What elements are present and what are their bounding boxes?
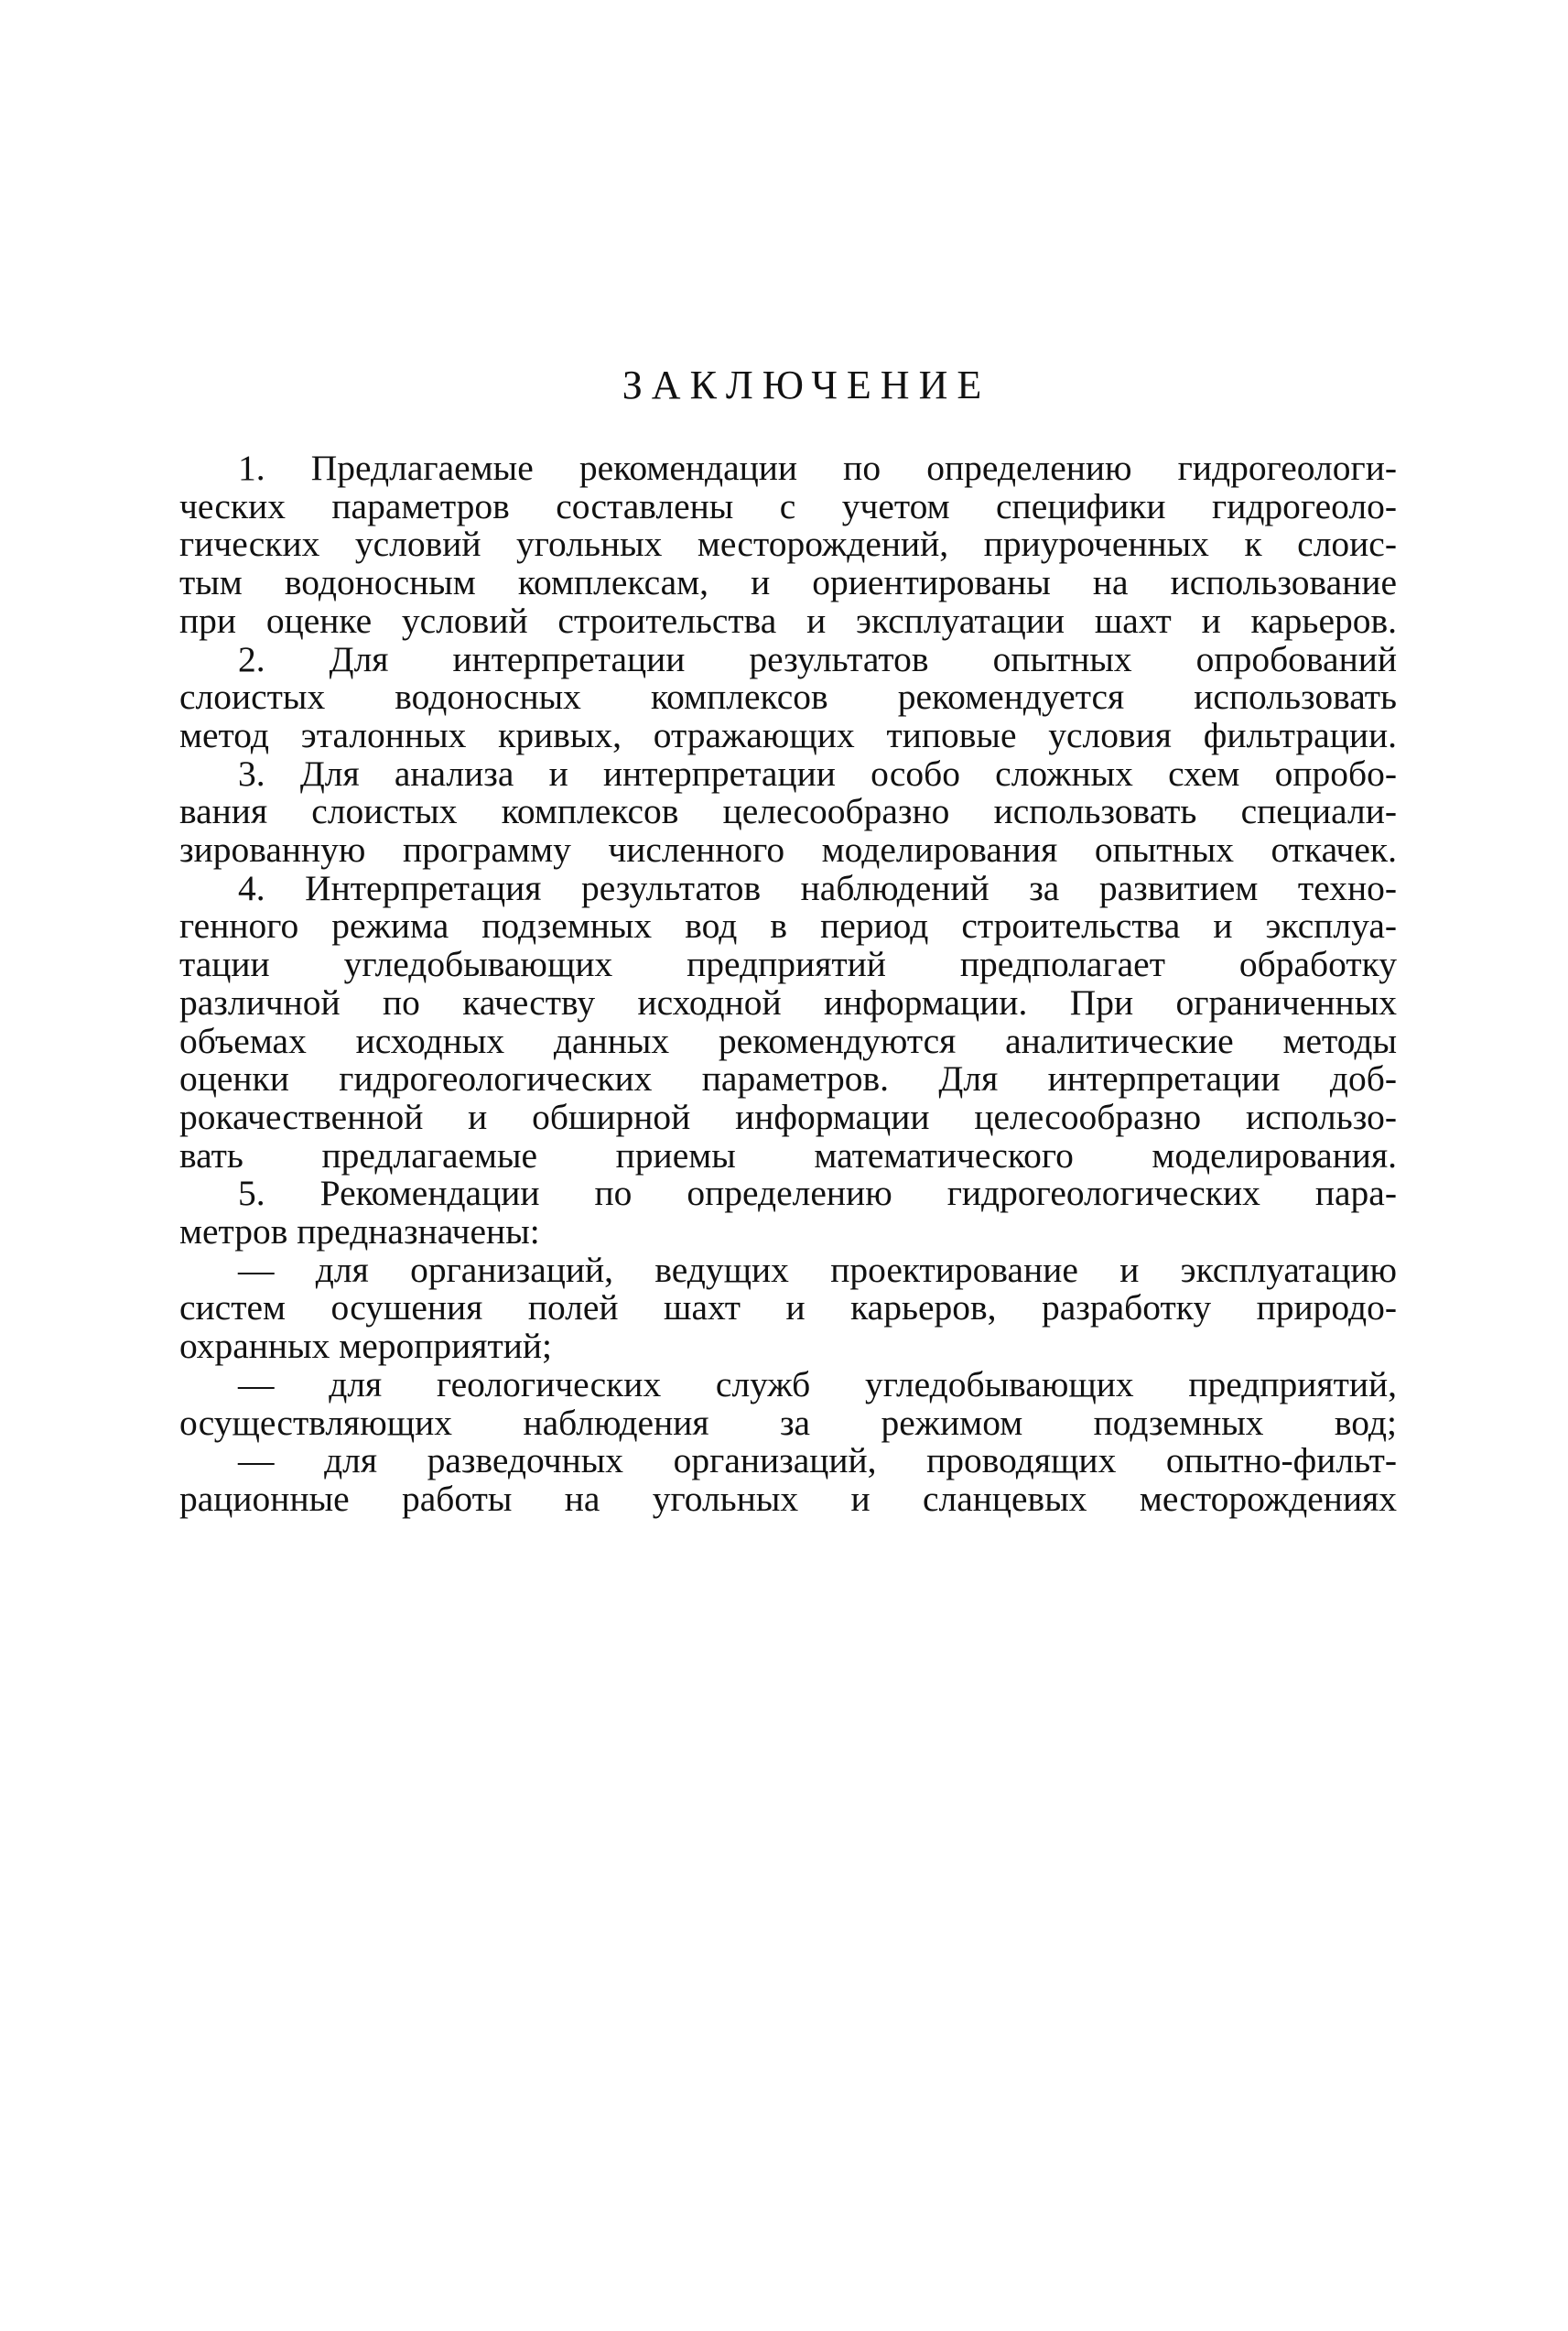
text-line: — для разведочных организаций, проводящих опытно-фильт- [238,1440,1397,1481]
text-line: 2. Для интерпретации результатов опытных опробований [238,638,1397,679]
text-line: 3. Для анализа и интерпретации особо сложных схем опробо- [238,753,1397,794]
list-item-geological-services [179,1363,1397,1443]
text-line: слоистых водоносных комплексов рекомендуется использовать [179,677,1397,718]
text-line: осуществляющих наблюдения за режимом подземных вод; [179,1402,1397,1443]
paragraph-1 [179,450,1397,641]
text-line: объемах исходных данных рекомендуются аналитические методы [179,1020,1397,1061]
text-line: при оценке условий строительства и эксплуатации шахт и карьеров. [179,600,1397,641]
list-item-design-organizations [179,1249,1397,1367]
text-line: рокачественной и обширной информации целесообразно использо- [179,1096,1397,1137]
paragraph-2 [179,638,1397,755]
text-line: 1. Предлагаемые рекомендации по определению гидрогеологи- [238,448,1397,488]
text-line: зированную программу численного моделирования опытных откачек. [179,829,1397,871]
text-line: тым водоносным комплексам, и ориентированы на использование [179,562,1397,603]
text-line: охранных мероприятий; [179,1326,552,1367]
text-line: — для геологических служб угледобывающих предприятий, [238,1363,1397,1404]
text-line: тации угледобывающих предприятий предполагает обработку [179,944,1397,985]
paragraph-4 [179,867,1397,1176]
text-line: гических условий угольных месторождений, приуроченных к слоис- [179,524,1397,565]
text-line: ческих параметров составлены с учетом специфики гидрогеоло- [179,485,1397,526]
paragraph-5 [179,1175,1397,1251]
section-title: ЗАКЛЮЧЕНИЕ [622,363,991,407]
text-line: рационные работы на угольных и сланцевых месторождениях [179,1478,1397,1519]
text-line: — для организаций, ведущих проектирование и эксплуатацию [238,1249,1397,1290]
text-line: вания слоистых комплексов целесообразно использовать специали- [179,791,1397,832]
text-line: метров предназначены: [179,1211,540,1252]
document-page [179,362,1397,1519]
text-line: оценки гидрогеологических параметров. Для интерпретации доб- [179,1058,1397,1100]
text-line: метод эталонных кривых, отражающих типовые условия фильтрации. [179,714,1397,755]
text-line: различной по качеству исходной информации. При ограниченных [179,981,1397,1023]
text-line: вать предлагаемые приемы математического моделирования. [179,1134,1397,1176]
text-line: генного режима подземных вод в период строительства и эксплуа- [179,905,1397,947]
paragraph-3 [179,755,1397,870]
text-line: систем осушения полей шахт и карьеров, разработку природо- [179,1287,1397,1328]
text-line: 5. Рекомендации по определению гидрогеологических пара- [238,1173,1397,1214]
text-line: 4. Интерпретация результатов наблюдений за развитием техно- [238,867,1397,908]
list-item-exploration-organizations [179,1442,1397,1518]
